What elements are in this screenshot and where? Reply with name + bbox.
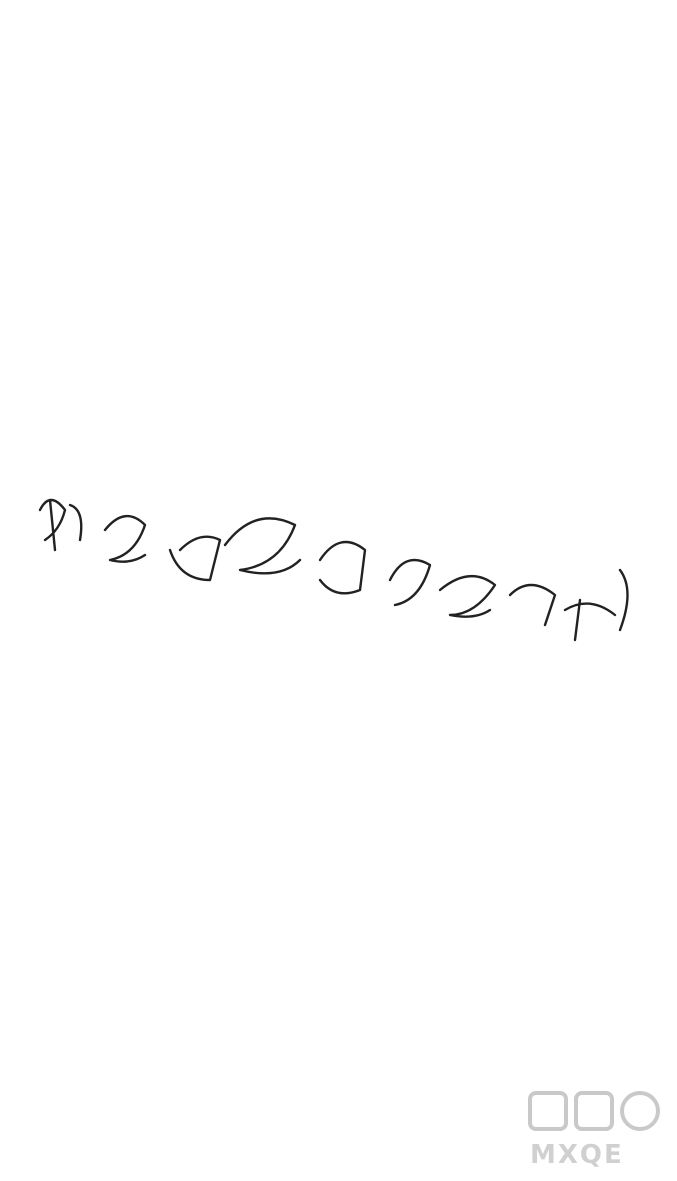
svg-text:MXQE: MXQE [530, 1140, 624, 1170]
